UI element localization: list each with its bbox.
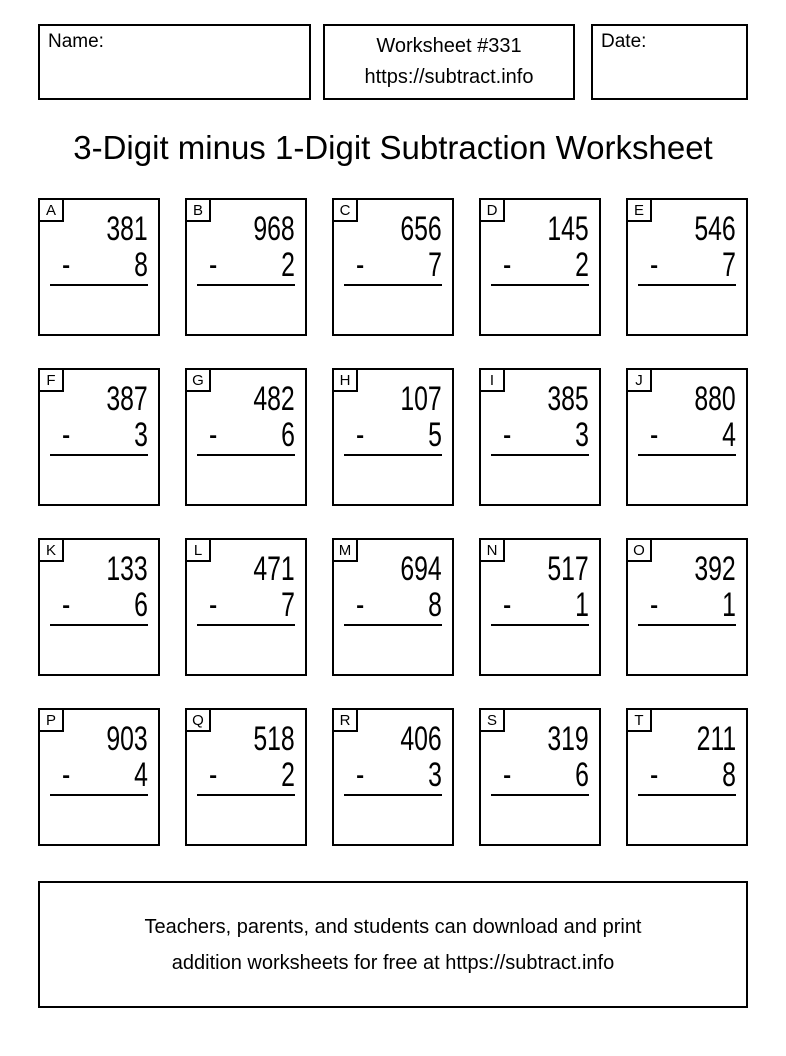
problem-letter-badge <box>479 538 505 562</box>
problem-letter-badge <box>626 708 652 732</box>
minus-operator: - <box>62 416 71 454</box>
name-label: Name: <box>48 31 104 52</box>
problem-letter: L <box>193 541 203 559</box>
minuend: 107 <box>400 380 442 418</box>
problems-grid <box>38 198 748 846</box>
subtraction-row <box>628 756 746 792</box>
problem-letter-badge <box>38 368 64 392</box>
subtraction-row <box>40 756 158 792</box>
problem-cell <box>38 198 160 336</box>
problem-letter-badge <box>185 368 211 392</box>
minuend: 903 <box>106 720 148 758</box>
answer-space <box>628 796 746 846</box>
subtraction-row <box>481 246 599 282</box>
answer-space <box>481 796 599 846</box>
minuend: 518 <box>253 720 295 758</box>
problem-letter: S <box>486 711 497 729</box>
answer-space <box>40 796 158 846</box>
subtrahend: 4 <box>134 756 148 794</box>
subtrahend: 8 <box>722 756 736 794</box>
subtrahend: 1 <box>722 586 736 624</box>
subtrahend: 7 <box>722 246 736 284</box>
date-label: Date: <box>601 31 647 52</box>
problem-cell <box>479 368 601 506</box>
minus-operator: - <box>209 586 218 624</box>
answer-space <box>334 626 452 676</box>
problem-cell <box>332 198 454 336</box>
subtrahend: 2 <box>281 246 295 284</box>
minus-operator: - <box>650 416 659 454</box>
problem-letter: B <box>192 201 203 219</box>
problem-letter-badge <box>332 198 358 222</box>
minus-operator: - <box>356 586 365 624</box>
problem-cell <box>185 708 307 846</box>
minus-operator: - <box>650 246 659 284</box>
problem-letter-badge <box>626 198 652 222</box>
problem-cell <box>332 708 454 846</box>
subtraction-row <box>628 586 746 622</box>
minus-operator: - <box>356 416 365 454</box>
problem-letter: E <box>633 201 644 219</box>
minuend: 482 <box>253 380 295 418</box>
minuend: 392 <box>694 550 736 588</box>
subtrahend: 2 <box>575 246 589 284</box>
problem-letter: Q <box>192 711 204 729</box>
minus-operator: - <box>356 246 365 284</box>
problem-letter-badge <box>332 538 358 562</box>
subtraction-row <box>628 246 746 282</box>
problem-letter-badge <box>479 198 505 222</box>
answer-space <box>187 796 305 846</box>
answer-space <box>628 626 746 676</box>
problem-letter-badge <box>38 708 64 732</box>
problem-letter-badge <box>185 538 211 562</box>
worksheet-title: 3-Digit minus 1-Digit Subtraction Worksheet <box>73 129 713 166</box>
problem-cell <box>626 368 748 506</box>
answer-space <box>334 456 452 506</box>
minuend: 145 <box>547 210 589 248</box>
subtrahend: 5 <box>428 416 442 454</box>
subtrahend: 3 <box>575 416 589 454</box>
problem-cell <box>38 708 160 846</box>
minus-operator: - <box>209 416 218 454</box>
subtraction-row <box>334 756 452 792</box>
problem-letter: R <box>339 711 351 729</box>
answer-space <box>187 286 305 336</box>
problem-letter: D <box>486 201 498 219</box>
problem-cell <box>626 708 748 846</box>
worksheet-url: https://subtract.info <box>364 66 534 88</box>
answer-space <box>628 456 746 506</box>
problem-letter: J <box>635 371 643 389</box>
problem-cell <box>332 538 454 676</box>
footer-note-line2: addition worksheets for free at https://subtract.info <box>171 951 615 974</box>
problem-letter-badge <box>38 538 64 562</box>
minus-operator: - <box>650 756 659 794</box>
problem-letter-badge <box>185 198 211 222</box>
subtraction-row <box>40 416 158 452</box>
minuend: 381 <box>106 210 148 248</box>
problem-letter-badge <box>626 538 652 562</box>
problem-letter: F <box>46 371 56 389</box>
subtrahend: 7 <box>281 586 295 624</box>
answer-space <box>40 456 158 506</box>
problem-letter-badge <box>626 368 652 392</box>
subtrahend: 1 <box>575 586 589 624</box>
subtraction-row <box>334 416 452 452</box>
subtrahend: 3 <box>428 756 442 794</box>
subtrahend: 6 <box>575 756 589 794</box>
minuend: 656 <box>400 210 442 248</box>
minus-operator: - <box>503 756 512 794</box>
minuend: 880 <box>694 380 736 418</box>
date-field-box <box>591 24 748 100</box>
problem-cell <box>479 538 601 676</box>
minuend: 968 <box>253 210 295 248</box>
problem-letter: K <box>45 541 56 559</box>
problem-cell <box>185 538 307 676</box>
problem-letter-badge <box>479 368 505 392</box>
answer-space <box>187 456 305 506</box>
problem-letter-badge <box>185 708 211 732</box>
problem-letter: C <box>339 201 351 219</box>
minus-operator: - <box>62 586 71 624</box>
problem-cell <box>479 708 601 846</box>
problem-cell <box>626 538 748 676</box>
subtrahend: 4 <box>722 416 736 454</box>
subtrahend: 6 <box>281 416 295 454</box>
problem-cell <box>38 368 160 506</box>
subtraction-row <box>187 246 305 282</box>
answer-space <box>40 286 158 336</box>
answer-space <box>40 626 158 676</box>
subtraction-row <box>187 756 305 792</box>
problem-letter: N <box>486 541 498 559</box>
minus-operator: - <box>503 416 512 454</box>
minus-operator: - <box>62 246 71 284</box>
problem-letter: O <box>633 541 645 559</box>
name-field-box <box>38 24 311 100</box>
problem-letter: P <box>45 711 56 729</box>
minus-operator: - <box>503 246 512 284</box>
problem-letter-badge <box>38 198 64 222</box>
problem-cell <box>332 368 454 506</box>
subtraction-row <box>628 416 746 452</box>
subtraction-row <box>334 586 452 622</box>
worksheet-info-box <box>323 24 575 100</box>
subtraction-row <box>40 246 158 282</box>
problem-letter: G <box>192 371 204 389</box>
subtraction-row <box>481 416 599 452</box>
answer-space <box>187 626 305 676</box>
minuend: 319 <box>547 720 589 758</box>
subtrahend: 6 <box>134 586 148 624</box>
worksheet-number: Worksheet #331 <box>376 35 522 57</box>
minuend: 133 <box>106 550 148 588</box>
problem-letter: I <box>489 371 495 389</box>
subtrahend: 7 <box>428 246 442 284</box>
problem-letter: T <box>634 711 644 729</box>
minus-operator: - <box>356 756 365 794</box>
problem-letter: H <box>339 371 351 389</box>
subtraction-row <box>334 246 452 282</box>
problem-cell <box>38 538 160 676</box>
answer-space <box>481 456 599 506</box>
subtraction-row <box>481 756 599 792</box>
minus-operator: - <box>503 586 512 624</box>
problem-letter-badge <box>332 708 358 732</box>
answer-space <box>334 286 452 336</box>
minuend: 406 <box>400 720 442 758</box>
minuend: 385 <box>547 380 589 418</box>
problem-letter-badge <box>479 708 505 732</box>
problem-cell <box>185 198 307 336</box>
minus-operator: - <box>62 756 71 794</box>
problem-letter: A <box>45 201 56 219</box>
subtraction-row <box>187 416 305 452</box>
subtrahend: 3 <box>134 416 148 454</box>
answer-space <box>481 286 599 336</box>
footer-note-box <box>38 881 748 1008</box>
subtrahend: 8 <box>428 586 442 624</box>
subtrahend: 2 <box>281 756 295 794</box>
minuend: 471 <box>253 550 295 588</box>
minus-operator: - <box>209 756 218 794</box>
subtraction-row <box>187 586 305 622</box>
problem-cell <box>626 198 748 336</box>
problem-letter: M <box>338 541 352 559</box>
subtrahend: 8 <box>134 246 148 284</box>
minuend: 387 <box>106 380 148 418</box>
problem-letter-badge <box>332 368 358 392</box>
answer-space <box>334 796 452 846</box>
minuend: 546 <box>694 210 736 248</box>
footer-note-line1: Teachers, parents, and students can download and print <box>144 915 642 938</box>
minuend: 211 <box>696 720 736 758</box>
answer-space <box>628 286 746 336</box>
minus-operator: - <box>209 246 218 284</box>
problem-cell <box>185 368 307 506</box>
minus-operator: - <box>650 586 659 624</box>
subtraction-row <box>40 586 158 622</box>
answer-space <box>481 626 599 676</box>
minuend: 517 <box>547 550 589 588</box>
subtraction-row <box>481 586 599 622</box>
minuend: 694 <box>400 550 442 588</box>
problem-cell <box>479 198 601 336</box>
